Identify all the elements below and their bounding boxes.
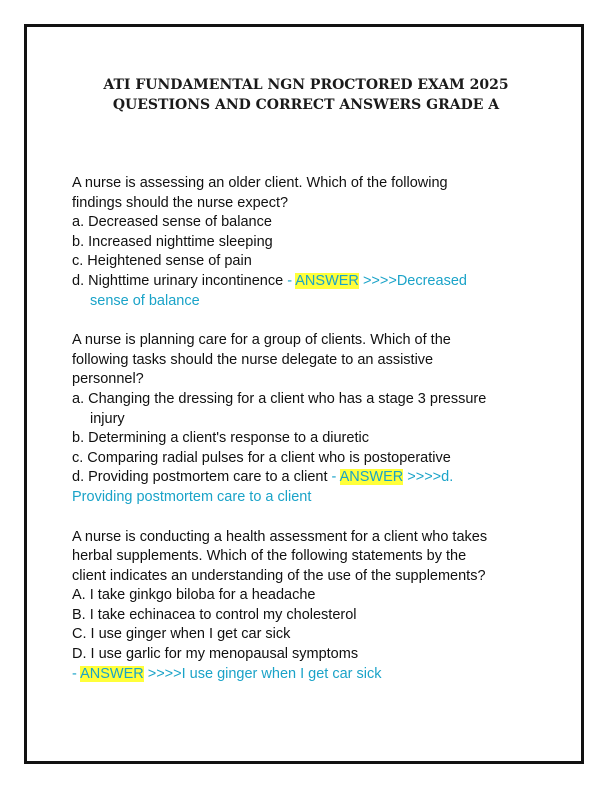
question-stem-line: client indicates an understanding of the use of the supplements? bbox=[72, 567, 486, 584]
option-c: C. I use ginger when I get car sick bbox=[72, 626, 291, 643]
question-3 bbox=[72, 528, 542, 685]
answer-text-continued: sense of balance bbox=[90, 292, 200, 309]
question-stem-line: A nurse is assessing an older client. Which of the following bbox=[72, 175, 448, 191]
question-stem-line: personnel? bbox=[72, 371, 144, 388]
question-stem-line: A nurse is conducting a health assessment for a client who takes bbox=[72, 528, 488, 545]
answer-separator: - bbox=[327, 469, 340, 486]
answer-separator: - bbox=[283, 272, 296, 289]
document-title-line-2: QUESTIONS AND CORRECT ANSWERS GRADE A bbox=[112, 97, 500, 113]
option-d-with-answer bbox=[72, 468, 542, 488]
option-d: d. Providing postmortem care to a client bbox=[72, 469, 328, 486]
question-stem-line: herbal supplements. Which of the following statements by the bbox=[72, 548, 467, 565]
answer-text-continued: Providing postmortem care to a client bbox=[72, 488, 312, 505]
answer-label: ANSWER bbox=[80, 665, 144, 682]
option-b: b. Increased nighttime sleeping bbox=[72, 233, 273, 250]
answer-text: >>>>Decreased bbox=[358, 272, 467, 289]
option-a: A. I take ginkgo biloba for a headache bbox=[72, 587, 316, 604]
answer-label: ANSWER bbox=[339, 469, 404, 486]
question-stem-line: following tasks should the nurse delegate to an assistive bbox=[72, 351, 434, 368]
answer-separator: - bbox=[72, 665, 81, 682]
question-1 bbox=[72, 174, 542, 311]
option-d: D. I use garlic for my menopausal symptoms bbox=[72, 646, 359, 663]
option-a: a. Decreased sense of balance bbox=[72, 214, 272, 231]
option-c: c. Heightened sense of pain bbox=[72, 253, 252, 270]
option-d-with-answer bbox=[72, 272, 542, 292]
option-a: a. Changing the dressing for a client who has a stage 3 pressure bbox=[72, 390, 487, 407]
option-d: d. Nighttime urinary incontinence bbox=[72, 272, 284, 289]
option-b: b. Determining a client's response to a diuretic bbox=[72, 430, 369, 447]
question-2 bbox=[72, 331, 542, 507]
answer-label: ANSWER bbox=[295, 272, 359, 289]
option-b: B. I take echinacea to control my cholesterol bbox=[72, 606, 357, 623]
answer-text: >>>>d. bbox=[403, 469, 454, 486]
answer-line bbox=[72, 665, 542, 685]
option-c: c. Comparing radial pulses for a client who is postoperative bbox=[72, 449, 451, 466]
document-body bbox=[72, 174, 542, 684]
question-stem-line: findings should the nurse expect? bbox=[72, 194, 289, 211]
question-stem-line: A nurse is planning care for a group of clients. Which of the bbox=[72, 332, 451, 349]
answer-text: >>>>I use ginger when I get car sick bbox=[143, 665, 382, 682]
option-a-continued: injury bbox=[90, 410, 125, 427]
document-title-line-1: ATI FUNDAMENTAL NGN PROCTORED EXAM 2025 bbox=[103, 77, 509, 93]
